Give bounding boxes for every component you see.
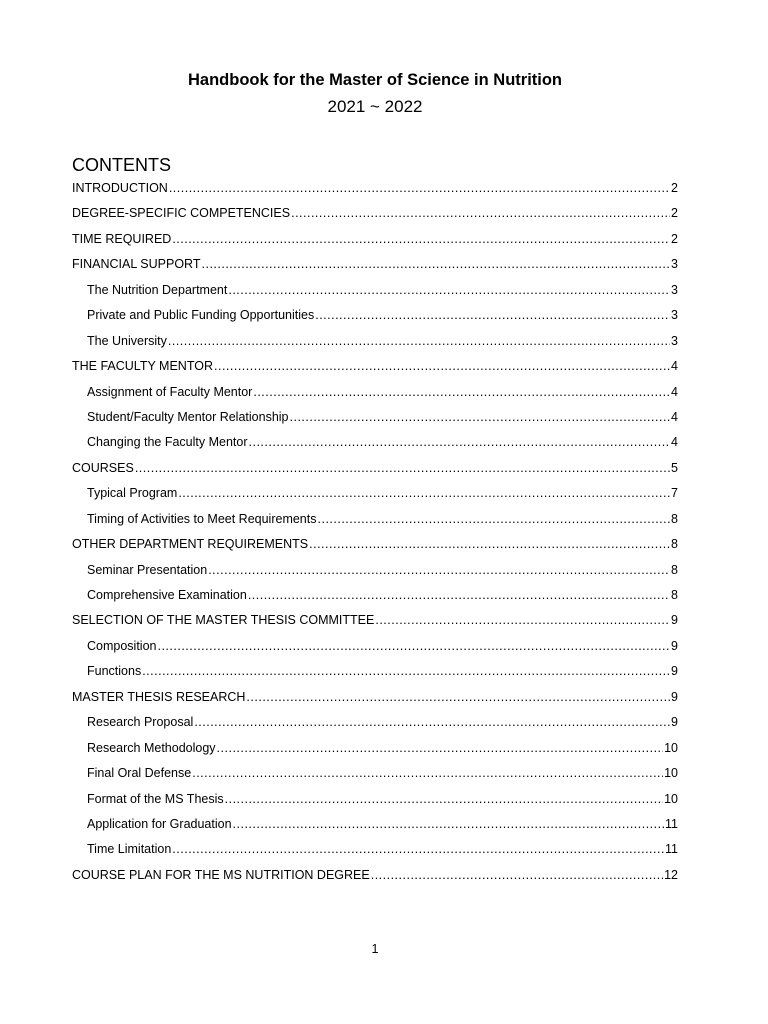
toc-entry-page-number[interactable]: 4 (671, 409, 678, 424)
toc-entry-label[interactable]: Research Proposal (87, 715, 194, 730)
toc-entry-label[interactable]: Functions (87, 664, 142, 679)
toc-entry-page-number[interactable]: 9 (671, 689, 678, 704)
toc-entry-page-number[interactable]: 2 (671, 231, 678, 246)
toc-entry-label[interactable]: Timing of Activities to Meet Requirements (87, 511, 317, 526)
toc-dot-leader (309, 537, 670, 551)
toc-dot-leader (172, 232, 670, 246)
toc-subentry[interactable] (72, 512, 678, 537)
toc-entry-page-number[interactable]: 11 (665, 816, 678, 831)
toc-entry-label[interactable]: OTHER DEPARTMENT REQUIREMENTS (72, 537, 309, 552)
toc-entry-page-number[interactable]: 2 (671, 206, 678, 221)
page-number: 1 (371, 942, 379, 956)
toc-entry-label[interactable]: Private and Public Funding Opportunities (87, 308, 315, 323)
toc-entry-label[interactable]: Composition (87, 638, 157, 653)
toc-entry-page-number[interactable]: 10 (664, 766, 678, 781)
toc-subentry[interactable] (72, 741, 678, 766)
toc-entry-page-number[interactable]: 3 (671, 282, 678, 297)
toc-entry-page-number[interactable]: 3 (671, 333, 678, 348)
toc-entry-page-number[interactable]: 10 (664, 740, 678, 755)
toc-entry-page-number[interactable]: 9 (671, 638, 678, 653)
toc-subentry[interactable] (72, 639, 678, 664)
toc-entry-label[interactable]: Format of the MS Thesis (87, 791, 224, 806)
toc-entry-page-number[interactable]: 3 (671, 257, 678, 272)
toc-entry[interactable] (72, 206, 678, 231)
toc-subentry[interactable] (72, 664, 678, 689)
document-years: 2021 ~ 2022 (327, 97, 423, 116)
toc-subentry[interactable] (72, 486, 678, 511)
toc-dot-leader (214, 359, 670, 373)
toc-entry-label[interactable]: Typical Program (87, 486, 178, 501)
toc-subentry[interactable] (72, 715, 678, 740)
toc-dot-leader (249, 435, 671, 449)
toc-dot-leader (315, 308, 670, 322)
toc-entry-label[interactable]: COURSES (72, 460, 134, 475)
toc-dot-leader (168, 334, 670, 348)
toc-entry-page-number[interactable]: 8 (671, 588, 678, 602)
toc-entry-page-number[interactable]: 9 (671, 613, 678, 628)
toc-entry-label[interactable]: Final Oral Defense (87, 766, 192, 781)
toc-entry-label[interactable]: Application for Graduation (87, 816, 232, 831)
toc-entry[interactable] (72, 868, 678, 893)
toc-dot-leader (253, 385, 670, 399)
toc-subentry[interactable] (72, 817, 678, 842)
toc-dot-leader (290, 410, 671, 424)
toc-dot-leader (208, 563, 670, 577)
toc-dot-leader (192, 766, 663, 780)
toc-entry-page-number[interactable]: 9 (671, 715, 678, 730)
toc-dot-leader (371, 868, 663, 882)
toc-dot-leader (135, 461, 670, 475)
toc-subentry[interactable] (72, 283, 678, 308)
table-of-contents (72, 181, 678, 893)
toc-entry-label[interactable]: Student/Faculty Mentor Relationship (87, 409, 289, 424)
toc-entry-page-number[interactable]: 5 (671, 460, 678, 475)
toc-entry-page-number[interactable]: 12 (664, 867, 678, 882)
toc-entry-page-number[interactable]: 3 (671, 308, 678, 323)
toc-entry-label[interactable]: FINANCIAL SUPPORT (72, 257, 201, 272)
toc-entry-label[interactable]: COURSE PLAN FOR THE MS NUTRITION DEGREE (72, 867, 370, 882)
toc-entry-page-number[interactable]: 8 (671, 562, 678, 577)
toc-entry-label[interactable]: Research Methodology (87, 740, 216, 755)
toc-entry[interactable] (72, 181, 678, 206)
toc-dot-leader (375, 613, 670, 627)
toc-entry-page-number[interactable]: 4 (671, 384, 678, 399)
toc-dot-leader (178, 486, 670, 500)
toc-dot-leader (217, 741, 664, 755)
toc-entry-page-number[interactable]: 11 (665, 842, 678, 857)
toc-entry-label[interactable]: Assignment of Faculty Mentor (87, 384, 253, 399)
toc-subentry[interactable] (72, 308, 678, 333)
toc-entry-label[interactable]: Time Limitation (87, 842, 172, 857)
toc-subentry[interactable] (72, 588, 678, 613)
toc-subentry[interactable] (72, 792, 678, 817)
toc-entry-page-number[interactable]: 10 (664, 791, 678, 806)
toc-subentry[interactable] (72, 563, 678, 588)
toc-entry-page-number[interactable]: 2 (671, 181, 678, 195)
toc-entry-page-number[interactable]: 4 (671, 359, 678, 374)
toc-dot-leader (172, 842, 664, 856)
toc-subentry[interactable] (72, 410, 678, 435)
toc-subentry[interactable] (72, 842, 678, 867)
toc-dot-leader (142, 664, 670, 678)
toc-entry[interactable] (72, 461, 678, 486)
toc-entry[interactable] (72, 232, 678, 257)
toc-subentry[interactable] (72, 766, 678, 791)
toc-entry-page-number[interactable]: 9 (671, 664, 678, 679)
toc-entry[interactable] (72, 257, 678, 282)
toc-dot-leader (225, 792, 663, 806)
toc-entry-label[interactable]: SELECTION OF THE MASTER THESIS COMMITTEE (72, 613, 375, 628)
toc-entry-page-number[interactable]: 8 (671, 511, 678, 526)
toc-dot-leader (228, 283, 670, 297)
toc-entry-label[interactable]: The University (87, 333, 167, 348)
toc-entry-page-number[interactable]: 7 (671, 486, 678, 501)
toc-entry-label[interactable]: Changing the Faculty Mentor (87, 435, 248, 450)
toc-entry[interactable] (72, 359, 678, 384)
toc-entry[interactable] (72, 613, 678, 638)
document-title: Handbook for the Master of Science in Nutrition (187, 71, 563, 89)
toc-subentry[interactable] (72, 334, 678, 359)
toc-dot-leader (202, 257, 671, 271)
toc-subentry[interactable] (72, 435, 678, 460)
toc-dot-leader (291, 206, 670, 220)
toc-entry[interactable] (72, 690, 678, 715)
toc-entry-label[interactable]: MASTER THESIS RESEARCH (72, 689, 246, 704)
toc-dot-leader (248, 588, 670, 602)
toc-entry-label[interactable]: TIME REQUIRED (72, 231, 172, 246)
toc-dot-leader (246, 690, 670, 704)
toc-entry-label[interactable]: INTRODUCTION (72, 181, 168, 195)
toc-entry-page-number[interactable]: 4 (671, 435, 678, 450)
toc-entry-label[interactable]: Seminar Presentation (87, 562, 208, 577)
toc-dot-leader (233, 817, 664, 831)
toc-dot-leader (169, 181, 670, 195)
toc-entry-label[interactable]: THE FACULTY MENTOR (72, 359, 213, 374)
toc-entry-label[interactable]: DEGREE-SPECIFIC COMPETENCIES (72, 206, 291, 221)
toc-entry-page-number[interactable]: 8 (671, 537, 678, 552)
toc-subentry[interactable] (72, 385, 678, 410)
toc-entry-label[interactable]: The Nutrition Department (87, 282, 228, 297)
toc-entry-label[interactable]: Comprehensive Examination (87, 588, 247, 602)
toc-dot-leader (157, 639, 670, 653)
contents-heading: CONTENTS (72, 155, 171, 175)
toc-entry[interactable] (72, 537, 678, 562)
toc-dot-leader (318, 512, 671, 526)
toc-dot-leader (194, 715, 670, 729)
